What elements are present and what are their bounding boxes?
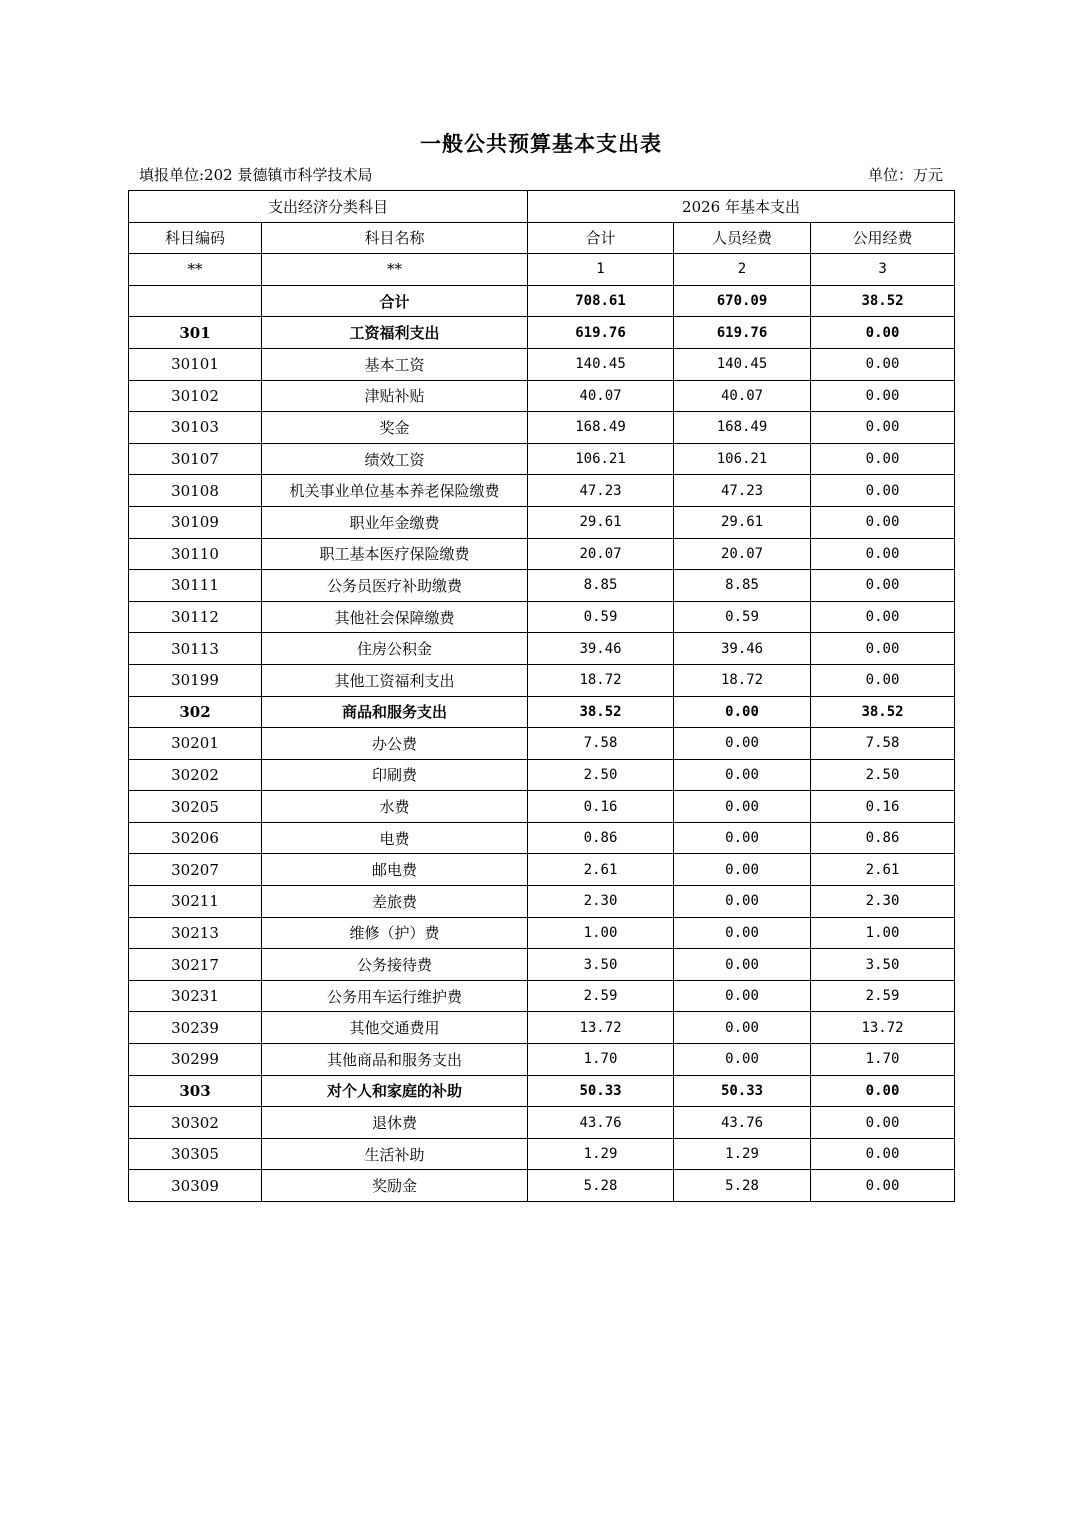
cell-code: 30107 — [129, 443, 262, 475]
cell-public: 0.00 — [811, 633, 955, 665]
cell-public: 2.59 — [811, 980, 955, 1012]
cell-personnel: 0.59 — [674, 601, 811, 633]
table-row — [129, 917, 955, 949]
table-row — [129, 822, 955, 854]
cell-code: 303 — [129, 1075, 262, 1107]
cell-public: 3.50 — [811, 949, 955, 981]
cell-name: 公务用车运行维护费 — [262, 980, 528, 1012]
cell-personnel: 0.00 — [674, 728, 811, 760]
cell-personnel: 0.00 — [674, 917, 811, 949]
cell-code: 30109 — [129, 506, 262, 538]
cell-public: 2.30 — [811, 886, 955, 918]
cell-code: 30239 — [129, 1012, 262, 1044]
cell-total: 43.76 — [528, 1107, 674, 1139]
cell-public: 0.00 — [811, 601, 955, 633]
budget-table-body — [129, 191, 955, 1202]
table-row — [129, 443, 955, 475]
cell-total: 8.85 — [528, 570, 674, 602]
table-row — [129, 506, 955, 538]
cell-total: 1.00 — [528, 917, 674, 949]
cell-total: 2.30 — [528, 886, 674, 918]
cell-public: 0.00 — [811, 380, 955, 412]
cell-code: 30305 — [129, 1138, 262, 1170]
cell-total: 2.61 — [528, 854, 674, 886]
cell-name: 其他社会保障缴费 — [262, 601, 528, 633]
cell-name: 绩效工资 — [262, 443, 528, 475]
table-subtotal-row — [129, 696, 955, 728]
cell-total: 29.61 — [528, 506, 674, 538]
cell-personnel: 0.00 — [674, 791, 811, 823]
cell-total: 0.86 — [528, 822, 674, 854]
cell-name: 津贴补贴 — [262, 380, 528, 412]
cell-public: 0.00 — [811, 1138, 955, 1170]
cell-code: 30213 — [129, 917, 262, 949]
cell-code: 30211 — [129, 886, 262, 918]
cell-personnel: 0.00 — [674, 980, 811, 1012]
header-name: 科目名称 — [262, 222, 528, 254]
cell-public: 0.00 — [811, 348, 955, 380]
cell-public: 7.58 — [811, 728, 955, 760]
cell-total: 168.49 — [528, 412, 674, 444]
table-row — [129, 570, 955, 602]
cell-name: 合计 — [262, 285, 528, 317]
table-row — [129, 538, 955, 570]
cell-name: 职工基本医疗保险缴费 — [262, 538, 528, 570]
cell-total: 47.23 — [528, 475, 674, 507]
cell-total: 50.33 — [528, 1075, 674, 1107]
cell-total: 5.28 — [528, 1170, 674, 1202]
header-index-row — [129, 254, 955, 286]
header-column-row — [129, 222, 955, 254]
cell-code: 30199 — [129, 664, 262, 696]
cell-total: 38.52 — [528, 696, 674, 728]
cell-personnel: 0.00 — [674, 1044, 811, 1076]
header-economic-classification: 支出经济分类科目 — [129, 191, 528, 223]
cell-public: 0.00 — [811, 1075, 955, 1107]
cell-total: 1.70 — [528, 1044, 674, 1076]
cell-code: 30206 — [129, 822, 262, 854]
cell-personnel: 43.76 — [674, 1107, 811, 1139]
table-row — [129, 886, 955, 918]
cell-personnel: 47.23 — [674, 475, 811, 507]
cell-name: 工资福利支出 — [262, 317, 528, 349]
budget-table — [128, 190, 955, 1202]
cell-code: 30103 — [129, 412, 262, 444]
cell-personnel: 0.00 — [674, 822, 811, 854]
cell-public: 13.72 — [811, 1012, 955, 1044]
table-subtotal-row — [129, 1075, 955, 1107]
cell-personnel: 20.07 — [674, 538, 811, 570]
cell-code: 30111 — [129, 570, 262, 602]
cell-total: 106.21 — [528, 443, 674, 475]
table-row — [129, 601, 955, 633]
cell-public: 2.61 — [811, 854, 955, 886]
cell-name: 其他交通费用 — [262, 1012, 528, 1044]
cell-code: 30110 — [129, 538, 262, 570]
cell-public: 38.52 — [811, 696, 955, 728]
header-public: 公用经费 — [811, 222, 955, 254]
cell-total: 7.58 — [528, 728, 674, 760]
table-row — [129, 1044, 955, 1076]
cell-name: 职业年金缴费 — [262, 506, 528, 538]
index-code: ** — [129, 254, 262, 286]
cell-name: 生活补助 — [262, 1138, 528, 1170]
cell-personnel: 140.45 — [674, 348, 811, 380]
cell-public: 0.00 — [811, 664, 955, 696]
cell-personnel: 0.00 — [674, 949, 811, 981]
cell-total: 619.76 — [528, 317, 674, 349]
cell-public: 0.00 — [811, 1170, 955, 1202]
table-row — [129, 380, 955, 412]
cell-code: 30202 — [129, 759, 262, 791]
cell-code: 30101 — [129, 348, 262, 380]
cell-personnel: 619.76 — [674, 317, 811, 349]
table-row — [129, 980, 955, 1012]
table-row — [129, 759, 955, 791]
cell-name: 邮电费 — [262, 854, 528, 886]
cell-public: 1.00 — [811, 917, 955, 949]
cell-code: 30299 — [129, 1044, 262, 1076]
cell-total: 0.16 — [528, 791, 674, 823]
index-personnel: 2 — [674, 254, 811, 286]
header-group-row — [129, 191, 955, 223]
cell-personnel: 5.28 — [674, 1170, 811, 1202]
table-row — [129, 854, 955, 886]
cell-code: 30112 — [129, 601, 262, 633]
table-row — [129, 791, 955, 823]
cell-public: 2.50 — [811, 759, 955, 791]
cell-name: 基本工资 — [262, 348, 528, 380]
unit-label: 单位：万元 — [867, 166, 943, 184]
cell-personnel: 39.46 — [674, 633, 811, 665]
cell-personnel: 40.07 — [674, 380, 811, 412]
cell-public: 0.00 — [811, 570, 955, 602]
cell-total: 140.45 — [528, 348, 674, 380]
table-subtotal-row — [129, 285, 955, 317]
cell-code: 30201 — [129, 728, 262, 760]
table-row — [129, 728, 955, 760]
table-row — [129, 1107, 955, 1139]
cell-name: 水费 — [262, 791, 528, 823]
cell-public: 1.70 — [811, 1044, 955, 1076]
header-basic-expenditure-year: 2026 年基本支出 — [528, 191, 955, 223]
cell-name: 住房公积金 — [262, 633, 528, 665]
cell-code — [129, 285, 262, 317]
cell-total: 2.50 — [528, 759, 674, 791]
index-name: ** — [262, 254, 528, 286]
cell-public: 0.00 — [811, 506, 955, 538]
table-row — [129, 412, 955, 444]
cell-total: 708.61 — [528, 285, 674, 317]
cell-personnel: 0.00 — [674, 886, 811, 918]
cell-personnel: 1.29 — [674, 1138, 811, 1170]
cell-name: 其他工资福利支出 — [262, 664, 528, 696]
cell-code: 30207 — [129, 854, 262, 886]
cell-name: 奖金 — [262, 412, 528, 444]
table-subtotal-row — [129, 317, 955, 349]
table-row — [129, 475, 955, 507]
header-personnel: 人员经费 — [674, 222, 811, 254]
table-row — [129, 1012, 955, 1044]
table-row — [129, 1138, 955, 1170]
table-row — [129, 633, 955, 665]
cell-public: 0.00 — [811, 538, 955, 570]
cell-name: 办公费 — [262, 728, 528, 760]
cell-personnel: 29.61 — [674, 506, 811, 538]
cell-code: 30217 — [129, 949, 262, 981]
cell-code: 30302 — [129, 1107, 262, 1139]
cell-public: 0.00 — [811, 1107, 955, 1139]
cell-name: 其他商品和服务支出 — [262, 1044, 528, 1076]
cell-personnel: 670.09 — [674, 285, 811, 317]
fill-unit-label: 填报单位:202 景德镇市科学技术局 — [139, 166, 373, 184]
cell-name: 对个人和家庭的补助 — [262, 1075, 528, 1107]
cell-personnel: 0.00 — [674, 854, 811, 886]
cell-total: 18.72 — [528, 664, 674, 696]
cell-code: 30108 — [129, 475, 262, 507]
cell-total: 2.59 — [528, 980, 674, 1012]
cell-name: 公务接待费 — [262, 949, 528, 981]
header-total: 合计 — [528, 222, 674, 254]
cell-code: 30231 — [129, 980, 262, 1012]
index-total: 1 — [528, 254, 674, 286]
cell-name: 差旅费 — [262, 886, 528, 918]
cell-name: 印刷费 — [262, 759, 528, 791]
cell-personnel: 50.33 — [674, 1075, 811, 1107]
cell-personnel: 0.00 — [674, 1012, 811, 1044]
cell-code: 30113 — [129, 633, 262, 665]
cell-code: 301 — [129, 317, 262, 349]
header-code: 科目编码 — [129, 222, 262, 254]
cell-code: 302 — [129, 696, 262, 728]
table-row — [129, 348, 955, 380]
cell-code: 30102 — [129, 380, 262, 412]
cell-personnel: 168.49 — [674, 412, 811, 444]
cell-total: 1.29 — [528, 1138, 674, 1170]
cell-total: 0.59 — [528, 601, 674, 633]
cell-public: 0.00 — [811, 475, 955, 507]
index-public: 3 — [811, 254, 955, 286]
cell-personnel: 106.21 — [674, 443, 811, 475]
cell-public: 0.00 — [811, 412, 955, 444]
cell-name: 机关事业单位基本养老保险缴费 — [262, 475, 528, 507]
cell-public: 0.86 — [811, 822, 955, 854]
cell-code: 30309 — [129, 1170, 262, 1202]
cell-public: 0.00 — [811, 443, 955, 475]
cell-name: 奖励金 — [262, 1170, 528, 1202]
cell-total: 13.72 — [528, 1012, 674, 1044]
table-row — [129, 664, 955, 696]
cell-personnel: 0.00 — [674, 696, 811, 728]
cell-public: 38.52 — [811, 285, 955, 317]
cell-total: 39.46 — [528, 633, 674, 665]
cell-name: 公务员医疗补助缴费 — [262, 570, 528, 602]
cell-name: 商品和服务支出 — [262, 696, 528, 728]
cell-public: 0.00 — [811, 317, 955, 349]
cell-personnel: 8.85 — [674, 570, 811, 602]
cell-name: 退休费 — [262, 1107, 528, 1139]
cell-personnel: 18.72 — [674, 664, 811, 696]
cell-public: 0.16 — [811, 791, 955, 823]
cell-name: 维修（护）费 — [262, 917, 528, 949]
cell-personnel: 0.00 — [674, 759, 811, 791]
cell-total: 20.07 — [528, 538, 674, 570]
cell-total: 3.50 — [528, 949, 674, 981]
table-row — [129, 949, 955, 981]
cell-total: 40.07 — [528, 380, 674, 412]
cell-name: 电费 — [262, 822, 528, 854]
cell-code: 30205 — [129, 791, 262, 823]
page-title: 一般公共预算基本支出表 — [420, 131, 662, 156]
table-row — [129, 1170, 955, 1202]
